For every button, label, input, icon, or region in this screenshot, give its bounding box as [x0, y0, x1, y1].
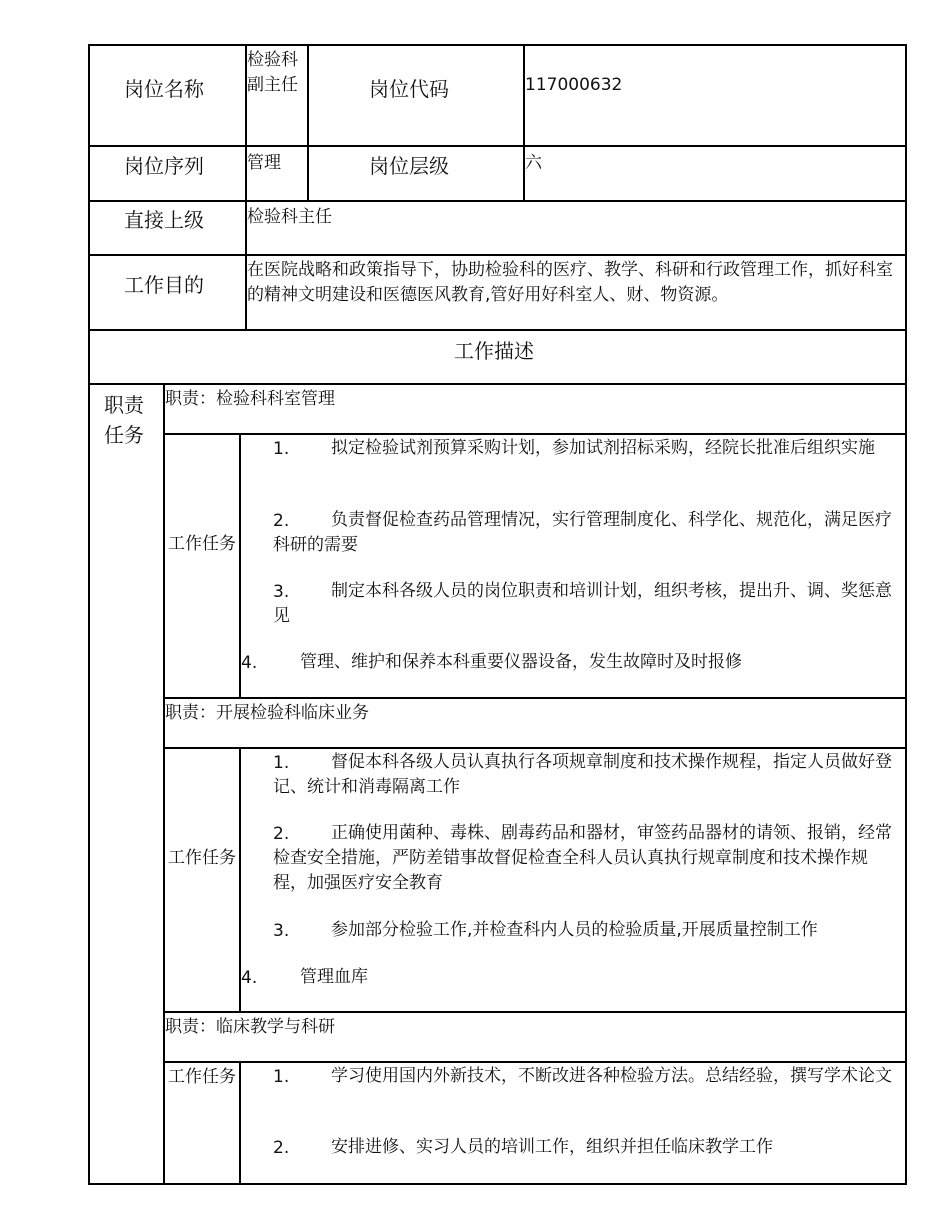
task-number: 2. [273, 824, 290, 844]
duty-label: 职责任务 [104, 393, 144, 447]
border-line [88, 145, 907, 147]
border-line [523, 44, 525, 202]
border-line [164, 433, 907, 435]
job-purpose-label: 工作目的 [124, 273, 204, 297]
task-number: 4. [241, 968, 258, 988]
description-title: 工作描述 [454, 339, 534, 363]
border-line [905, 44, 907, 1185]
task-item: 负责督促检查药品管理情况，实行管理制度化、科学化、规范化，满足医疗科研的需要 [273, 510, 892, 555]
post-sequence-label: 岗位序列 [124, 154, 204, 178]
duty-title: 职责：临床教学与科研 [165, 1017, 335, 1037]
task-number: 3. [273, 582, 290, 602]
border-line [307, 44, 309, 202]
post-code-label: 岗位代码 [369, 77, 449, 101]
direct-superior-value: 检验科主任 [247, 207, 332, 227]
duty-title: 职责：检验科科室管理 [165, 389, 335, 409]
task-item: 管理、维护和保养本科重要仪器设备，发生故障时及时报修 [300, 652, 742, 672]
border-line [164, 697, 907, 699]
post-code-value: 117000632 [525, 75, 623, 95]
task-item: 管理血库 [300, 967, 368, 987]
border-line [88, 383, 907, 385]
task-item: 督促本科各级人员认真执行各项规章制度和技术操作规程，指定人员做好登记、统计和消毒隔离工作 [273, 752, 892, 797]
task-number: 1. [273, 1067, 290, 1087]
border-line [239, 1061, 241, 1185]
border-line [88, 44, 90, 1185]
border-line [164, 747, 907, 749]
task-number: 1. [273, 439, 290, 459]
task-item: 参加部分检验工作,并检查科内人员的检验质量,开展质量控制工作 [331, 920, 818, 940]
task-label: 工作任务 [168, 534, 236, 554]
task-number: 2. [273, 511, 290, 531]
border-line [88, 1183, 907, 1185]
task-number: 3. [273, 921, 290, 941]
task-number: 4. [241, 653, 258, 673]
border-line [164, 1061, 907, 1063]
task-item: 制定本科各级人员的岗位职责和培训计划，组织考核，提出升、调、奖惩意见 [273, 581, 892, 626]
post-level-label: 岗位层级 [369, 154, 449, 178]
direct-superior-label: 直接上级 [124, 208, 204, 232]
task-item: 正确使用菌种、毒株、剧毒药品和器材，审签药品器材的请领、报销，经常检查安全措施，严防差错事故督促检查全科人员认真执行规章制度和技术操作规程，加强医疗安全教育 [273, 823, 892, 893]
border-line [88, 254, 907, 256]
post-level-value: 六 [525, 153, 542, 173]
border-line [88, 329, 907, 331]
duty-title: 职责：开展检验科临床业务 [165, 703, 369, 723]
border-line [88, 200, 907, 202]
task-item: 学习使用国内外新技术，不断改进各种检验方法。总结经验，撰写学术论文 [331, 1066, 892, 1086]
border-line [164, 1011, 907, 1013]
post-name-value: 检验科副主任 [247, 50, 298, 95]
task-label: 工作任务 [168, 848, 236, 868]
task-label: 工作任务 [168, 1067, 236, 1087]
task-item: 拟定检验试剂预算采购计划，参加试剂招标采购，经院长批准后组织实施 [331, 438, 875, 458]
job-description-table [88, 44, 907, 1185]
job-purpose-value: 在医院战略和政策指导下，协助检验科的医疗、教学、科研和行政管理工作，抓好科室的精神文明建设和医德医风教育,管好用好科室人、财、物资源。 [247, 260, 893, 305]
task-number: 1. [273, 753, 290, 773]
border-line [163, 383, 165, 1185]
task-item: 安排进修、实习人员的培训工作，组织并担任临床教学工作 [331, 1137, 773, 1157]
post-name-label: 岗位名称 [124, 77, 204, 101]
border-line [88, 44, 907, 46]
task-number: 2. [273, 1138, 290, 1158]
post-sequence-value: 管理 [247, 153, 281, 173]
